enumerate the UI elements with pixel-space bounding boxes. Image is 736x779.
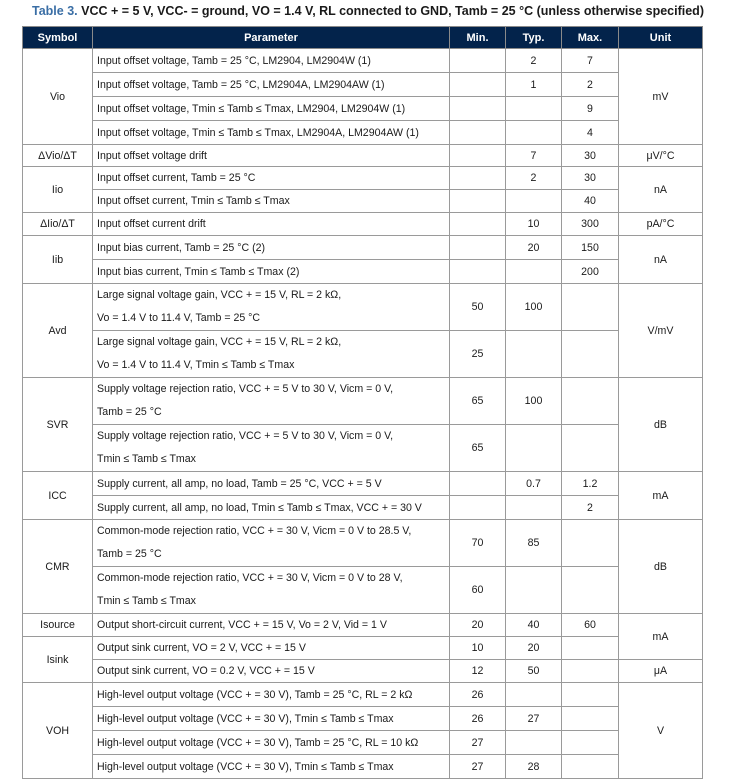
max-cell [562,284,619,331]
table-row [23,121,703,145]
min-cell: 70 [450,520,506,567]
min-cell [450,121,506,145]
table-row [23,731,703,755]
parameter-cell: Input offset current, Tamb = 25 °C [93,167,450,190]
header-unit: Unit [619,27,703,49]
max-cell: 150 [562,236,619,260]
typ-cell [506,496,562,520]
min-cell: 60 [450,567,506,614]
symbol-cell: CMR [23,520,93,614]
table-row [23,97,703,121]
table-row [23,472,703,496]
parameter-cell: High-level output voltage (VCC + = 30 V), Tamb = 25 °C, RL = 2 kΩ [93,683,450,707]
table-row [23,260,703,284]
parameter-cell: Input offset voltage, Tmin ≤ Tamb ≤ Tmax, LM2904A, LM2904AW (1) [93,121,450,145]
parameter-cell: Input offset voltage drift [93,145,450,167]
typ-cell [506,121,562,145]
parameter-line: Vo = 1.4 V to 11.4 V, Tmin ≤ Tamb ≤ Tmax [97,359,295,371]
max-cell [562,731,619,755]
unit-cell: dB [619,378,703,472]
max-cell [562,520,619,567]
unit-cell: mA [619,614,703,660]
parameter-cell: High-level output voltage (VCC + = 30 V), Tamb = 25 °C, RL = 10 kΩ [93,731,450,755]
min-cell [450,167,506,190]
table-row [23,614,703,637]
typ-cell: 0.7 [506,472,562,496]
parameter-line: Large signal voltage gain, VCC + = 15 V, RL = 2 kΩ, [97,336,342,348]
max-cell: 1.2 [562,472,619,496]
table-row [23,284,703,331]
table-row [23,707,703,731]
parameter-line: Common-mode rejection ratio, VCC + = 30 V, Vicm = 0 V to 28 V, [97,572,403,584]
table-row [23,755,703,779]
parameter-line: Large signal voltage gain, VCC + = 15 V, RL = 2 kΩ, [97,289,342,301]
typ-cell [506,567,562,614]
typ-cell [506,97,562,121]
max-cell [562,707,619,731]
max-cell [562,425,619,472]
parameter-cell: High-level output voltage (VCC + = 30 V), Tmin ≤ Tamb ≤ Tmax [93,707,450,731]
max-cell: 2 [562,496,619,520]
typ-cell: 20 [506,236,562,260]
parameter-line: Supply voltage rejection ratio, VCC + = 5 V to 30 V, Vicm = 0 V, [97,430,394,442]
min-cell [450,145,506,167]
unit-cell: mV [619,49,703,145]
header-max: Max. [562,27,619,49]
max-cell: 9 [562,97,619,121]
min-cell: 50 [450,284,506,331]
parameter-line: Common-mode rejection ratio, VCC + = 30 V, Vicm = 0 V to 28.5 V, [97,525,412,537]
typ-cell: 85 [506,520,562,567]
min-cell: 26 [450,707,506,731]
parameter-cell: Input offset voltage, Tamb = 25 °C, LM2904, LM2904W (1) [93,49,450,73]
max-cell [562,755,619,779]
typ-cell: 27 [506,707,562,731]
min-cell: 65 [450,425,506,472]
min-cell [450,73,506,97]
symbol-cell: Isink [23,637,93,683]
parameter-line: Vo = 1.4 V to 11.4 V, Tamb = 25 °C [97,312,261,324]
typ-cell [506,260,562,284]
unit-cell: nA [619,167,703,213]
max-cell: 200 [562,260,619,284]
table-row [23,145,703,167]
header-typ: Typ. [506,27,562,49]
symbol-cell: Iio [23,167,93,213]
symbol-cell: VOH [23,683,93,779]
parameter-cell: Input offset current drift [93,213,450,236]
min-cell [450,236,506,260]
min-cell [450,496,506,520]
typ-cell [506,731,562,755]
parameter-cell [93,520,450,567]
typ-cell: 2 [506,49,562,73]
max-cell [562,331,619,378]
typ-cell: 2 [506,167,562,190]
typ-cell: 28 [506,755,562,779]
table-row [23,425,703,472]
symbol-cell: ΔVio/ΔT [23,145,93,167]
parameter-cell: Input offset voltage, Tamb = 25 °C, LM2904A, LM2904AW (1) [93,73,450,97]
table-row [23,213,703,236]
min-cell: 12 [450,660,506,683]
typ-cell: 20 [506,637,562,660]
parameter-cell: Output short-circuit current, VCC + = 15 V, Vo = 2 V, Vid = 1 V [93,614,450,637]
min-cell: 25 [450,331,506,378]
parameter-cell: Input bias current, Tamb = 25 °C (2) [93,236,450,260]
unit-cell: μV/°C [619,145,703,167]
table-row [23,378,703,425]
min-cell [450,49,506,73]
parameter-cell: Output sink current, VO = 0.2 V, VCC + = 15 V [93,660,450,683]
parameter-cell [93,284,450,331]
unit-cell: μA [619,660,703,683]
header-symbol: Symbol [23,27,93,49]
max-cell: 300 [562,213,619,236]
unit-cell: pA/°C [619,213,703,236]
parameter-cell: Output sink current, VO = 2 V, VCC + = 15 V [93,637,450,660]
typ-cell [506,190,562,213]
unit-cell: dB [619,520,703,614]
table-row [23,520,703,567]
table-row [23,496,703,520]
min-cell: 20 [450,614,506,637]
parameter-cell: Input bias current, Tmin ≤ Tamb ≤ Tmax (2) [93,260,450,284]
symbol-cell: Iib [23,236,93,284]
min-cell: 10 [450,637,506,660]
parameter-cell: High-level output voltage (VCC + = 30 V), Tmin ≤ Tamb ≤ Tmax [93,755,450,779]
typ-cell: 7 [506,145,562,167]
typ-cell [506,425,562,472]
parameter-line: Tamb = 25 °C [97,548,162,560]
min-cell [450,472,506,496]
header-parameter: Parameter [93,27,450,49]
symbol-cell: ICC [23,472,93,520]
min-cell [450,190,506,213]
table-row [23,167,703,190]
table-row [23,331,703,378]
max-cell [562,567,619,614]
symbol-cell: Isource [23,614,93,637]
table-row [23,236,703,260]
parameter-line: Tmin ≤ Tamb ≤ Tmax [97,595,196,607]
symbol-cell: ΔIio/ΔT [23,213,93,236]
max-cell: 30 [562,167,619,190]
typ-cell: 100 [506,284,562,331]
typ-cell [506,331,562,378]
table-title: VCC + = 5 V, VCC- = ground, VO = 1.4 V, RL connected to GND, Tamb = 25 °C (unless otherwise specified) [81,4,704,18]
max-cell: 30 [562,145,619,167]
min-cell [450,97,506,121]
parameter-cell: Supply current, all amp, no load, Tmin ≤ Tamb ≤ Tmax, VCC + = 30 V [93,496,450,520]
table-caption [0,4,736,18]
electrical-characteristics-table [22,26,703,779]
table-row [23,567,703,614]
typ-cell: 40 [506,614,562,637]
min-cell [450,213,506,236]
parameter-cell [93,378,450,425]
header-min: Min. [450,27,506,49]
max-cell: 40 [562,190,619,213]
typ-cell [506,683,562,707]
symbol-cell: Avd [23,284,93,378]
parameter-cell [93,567,450,614]
min-cell: 27 [450,755,506,779]
parameter-cell [93,331,450,378]
min-cell: 65 [450,378,506,425]
symbol-cell: SVR [23,378,93,472]
table-row [23,660,703,683]
unit-cell: mA [619,472,703,520]
min-cell [450,260,506,284]
max-cell: 4 [562,121,619,145]
max-cell [562,378,619,425]
parameter-cell: Input offset current, Tmin ≤ Tamb ≤ Tmax [93,190,450,213]
parameter-line: Supply voltage rejection ratio, VCC + = 5 V to 30 V, Vicm = 0 V, [97,383,394,395]
typ-cell: 10 [506,213,562,236]
unit-cell: V [619,683,703,779]
parameter-line: Tmin ≤ Tamb ≤ Tmax [97,453,196,465]
table-label: Table 3. [32,4,78,18]
table-row [23,49,703,73]
max-cell [562,660,619,683]
table-header-row [23,27,703,49]
typ-cell: 50 [506,660,562,683]
max-cell: 7 [562,49,619,73]
parameter-cell [93,425,450,472]
max-cell [562,637,619,660]
symbol-cell: Vio [23,49,93,145]
parameter-cell: Supply current, all amp, no load, Tamb = 25 °C, VCC + = 5 V [93,472,450,496]
parameter-line: Tamb = 25 °C [97,406,162,418]
min-cell: 27 [450,731,506,755]
typ-cell: 1 [506,73,562,97]
max-cell: 60 [562,614,619,637]
table-row [23,637,703,660]
max-cell: 2 [562,73,619,97]
unit-cell: V/mV [619,284,703,378]
table-row [23,73,703,97]
min-cell: 26 [450,683,506,707]
max-cell [562,683,619,707]
parameter-cell: Input offset voltage, Tmin ≤ Tamb ≤ Tmax, LM2904, LM2904W (1) [93,97,450,121]
unit-cell: nA [619,236,703,284]
typ-cell: 100 [506,378,562,425]
table-row [23,190,703,213]
table-row [23,683,703,707]
